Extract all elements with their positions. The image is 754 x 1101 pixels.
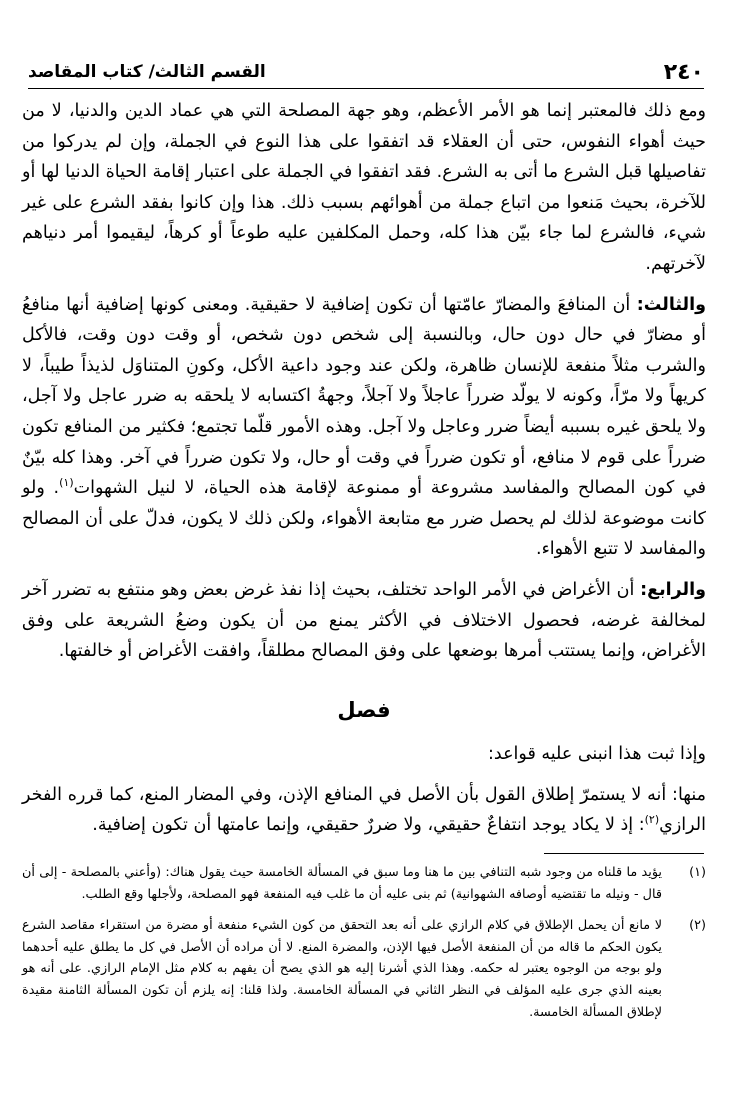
footnote-text: لا مانع أن يحمل الإطلاق في كلام الرازي على أنه بعد التحقق من كون الشيء منفعة أو مضرة من استقراء مقاصد الشرع يكون الحكم ما قاله من أن المنفعة الأصل فيها الإذن، والمضرة المنع. لا أن مراده أن الأصل في كل ما يطلق عليه أحدهما ولو بوجه من الوجوه يعتبر له حكمه. وهذا الذي أشرنا إليه هو الذي يصح أن يفهم به كلام مثل الإمام الرازي. على أنه هو بعينه الذي جرى عليه المؤلف في النظر الثاني في المسألة الخامسة. ولذا قلنا: إنه يلزم أن تكون المسألة الثامنة مقيدة لإطلاق المسألة الخامسة. (22, 918, 662, 1020)
footnote-ref-2[interactable]: (٢) (644, 813, 660, 827)
paragraph-fourth-text: أن الأغراض في الأمر الواحد تختلف، بحيث إذا نفذ غرض بعض وهو منتفع به تضرر آخر لمخالفة غرضه، فحصول الاختلاف في الأكثر يمنع من أن يكون وضعُ الشريعة على وفق الأغراض، وإنما يستتب أمرها بوضعها على وفق المصالح مطلقاً، وافقت الأغراض أو خالفتها. (22, 579, 706, 662)
paragraph-fourth (22, 575, 706, 667)
footnote-separator (544, 853, 704, 854)
paragraph-third-text-a: أن المنافعَ والمضارّ عامّتها أن تكون إضافية لا حقيقية. ومعنى كونها إضافية أنها منافعُ أو مضارّ في حال دون حال، وبالنسبة إلى شخص دون شخص، أو وقت دون وقت، فالأكل والشرب مثلاً منفعة للإنسان ظاهرة، ولكن عند وجود داعية الأكل، وكونِ المتناوَل لذيذاً طيباً، لا كريهاً ولا مرّاً، وكونه لا يولّد ضرراً عاجلاً ولا آجلاً، وجهةُ اكتسابه لا يلحقه به ضرر عاجل ولا آجل، ولا يلحق غيره بسببه أيضاً ضرر وعاجل ولا آجل. وهذه الأمور قلّما تجتمع؛ فكثير من المنافع تكون ضرراً على قوم لا منافع، أو تكون ضرراً في وقت أو حال، ولا تكون ضرراً في آخر. وهذا كله بيّنٌ في كون المصالح والمفاسد مشروعة أو ممنوعة لإقامة هذه الحياة، لا لنيل الشهوات (22, 294, 706, 499)
footnote-ref-1[interactable]: (١) (59, 476, 74, 490)
footnote-text: يؤيد ما قلناه من وجود شبه التنافي بين ما هنا وما سبق في المسألة الخامسة حيث يقول هناك: (وأعني بالمصلحة - إلى أن قال - ونيله ما تقتضيه أوصافه الشهوانية) ثم بنى عليه أن ما غلب فيه المنفعة فهو المصلحة، ولأجلها وقع الطلب. (22, 865, 662, 902)
paragraph-third-lead: والثالث: (636, 294, 706, 315)
footnote-number: (٢) (689, 918, 706, 934)
paragraph-third (22, 290, 706, 565)
page-number: ٢٤٠ (663, 60, 704, 85)
running-title: القسم الثالث/ كتاب المقاصد (28, 62, 266, 82)
paragraph-rule-1 (22, 780, 706, 841)
page-header (28, 60, 704, 86)
paragraph-1: ومع ذلك فالمعتبر إنما هو الأمر الأعظم، وهو جهة المصلحة التي هي عماد الدين والدنيا، لا من حيث أهواء النفوس، حتى أن العقلاء قد اتفقوا على هذا النوع في الجملة، وإن لم يدركوا من تفاصيلها قبل الشرع ما أتى به الشرع. فقد اتفقوا في الجملة على اعتبار إقامة الحياة الدنيا لها أو للآخرة، بحيث مَنعوا من اتباع جملة من أهوائهم بسبب ذلك. هذا وإن كانوا بفقد الشرع على غير شيء، فالشرع لما جاء بيّن هذا كله، وحمل المكلفين عليه طوعاً أو كرهاً، ليقيموا أمر دنياهم لآخرتهم. (22, 101, 706, 274)
footnote-number: (١) (689, 865, 706, 880)
section-title: فصل (337, 697, 391, 722)
footnote-2 (22, 915, 706, 1023)
paragraph-rule-1-text-a: منها: أنه لا يستمرّ إطلاق القول بأن الأصل في المنافع الإذن، وفي المضار المنع، كما قرره الفخر الرازي (22, 784, 706, 836)
footnote-1 (22, 862, 706, 905)
paragraph-rules-intro: وإذا ثبت هذا انبنى عليه قواعد: (488, 744, 706, 765)
paragraph-fourth-lead: والرابع: (640, 579, 706, 600)
paragraph-rule-1-text-b: : إذ لا يكاد يوجد انتفاعٌ حقيقي، ولا ضررٌ حقيقي، وإنما عامتها أن تكون إضافية. (92, 815, 645, 836)
header-rule (28, 88, 704, 89)
paragraph-third-text-b: . ولو كانت موضوعة لذلك لم يحصل ضرر مع متابعة الأهواء، ولكن ذلك لا يكون، فدلّ على أن المصالح والمفاسد لا تتبع الأهواء. (22, 478, 706, 560)
footnotes (22, 862, 706, 1033)
main-text (22, 96, 706, 841)
